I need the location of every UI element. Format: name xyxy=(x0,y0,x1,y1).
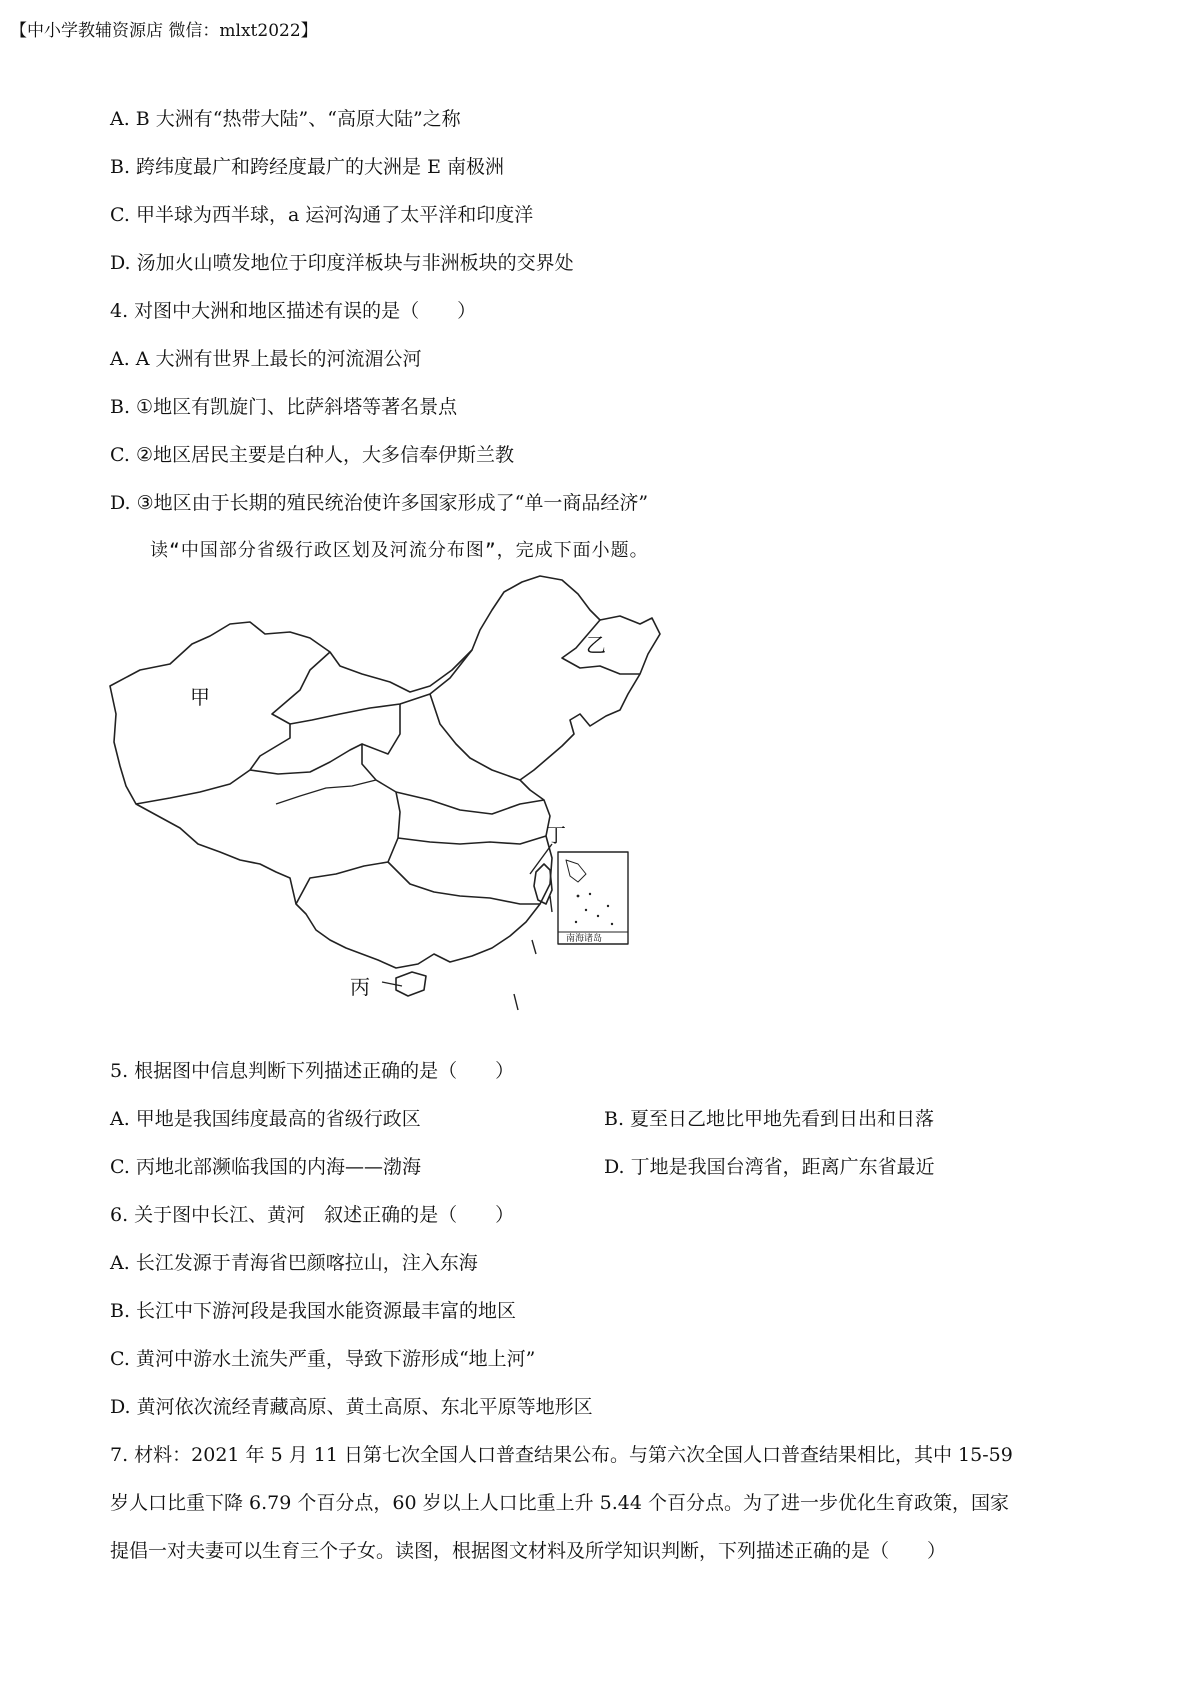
q6-option-d: D. 黄河依次流经青藏高原、黄土高原、东北平原等地形区 xyxy=(110,1396,593,1418)
q5-option-a: A. 甲地是我国纬度最高的省级行政区 xyxy=(110,1108,421,1130)
q3-option-c: C. 甲半球为西半球，a 运河沟通了太平洋和印度洋 xyxy=(110,204,534,226)
label-bing: 丙 xyxy=(350,975,370,999)
q5-option-c: C. 丙地北部濒临我国的内海——渤海 xyxy=(110,1156,421,1178)
q4-option-c: C. ②地区居民主要是白种人，大多信奉伊斯兰教 xyxy=(110,444,514,466)
china-province-map xyxy=(100,574,700,1032)
q4-option-d: D. ③地区由于长期的殖民统治使许多国家形成了“单一商品经济” xyxy=(110,492,649,514)
q6-stem: 6. 关于图中长江、黄河 叙述正确的是（ ） xyxy=(110,1204,515,1226)
q6-option-a: A. 长江发源于青海省巴颜喀拉山，注入东海 xyxy=(110,1252,478,1274)
q7-line-3: 提倡一对夫妻可以生育三个子女。读图，根据图文材料及所学知识判断，下列描述正确的是（ ） xyxy=(110,1540,947,1562)
q3-option-b: B. 跨纬度最广和跨经度最广的大洲是 E 南极洲 xyxy=(110,156,504,178)
dash-3 xyxy=(514,994,518,1010)
label-yi: 乙 xyxy=(586,633,606,657)
china-outline xyxy=(110,576,660,968)
map-intro: 读“中国部分省级行政区划及河流分布图”，完成下面小题。 xyxy=(150,540,649,561)
southwest-boundary xyxy=(388,862,540,904)
inner-mongolia-boundary xyxy=(290,650,472,724)
q6-option-c: C. 黄河中游水土流失严重，导致下游形成“地上河” xyxy=(110,1348,536,1370)
south-boundary xyxy=(398,836,546,844)
dash-1 xyxy=(550,896,552,912)
yellow-river xyxy=(276,780,376,804)
q6-option-b: B. 长江中下游河段是我国水能资源最丰富的地区 xyxy=(110,1300,517,1322)
q5-option-b: B. 夏至日乙地比甲地先看到日出和日落 xyxy=(604,1108,935,1130)
q4-option-a: A. A 大洲有世界上最长的河流湄公河 xyxy=(110,348,422,370)
hainan-island xyxy=(396,972,426,996)
q3-option-d: D. 汤加火山喷发地位于印度洋板块与非洲板块的交界处 xyxy=(110,252,574,274)
q5-option-d: D. 丁地是我国台湾省，距离广东省最近 xyxy=(604,1156,935,1178)
tibet-boundary xyxy=(250,744,400,904)
bing-pointer xyxy=(382,982,402,986)
dash-2 xyxy=(532,940,536,954)
label-jia: 甲 xyxy=(190,685,210,709)
q7-line-1: 7. 材料：2021 年 5 月 11 日第七次全国人口普查结果公布。与第六次全国人口普查结果相比，其中 15-59 xyxy=(110,1444,1013,1466)
yangtze-boundary xyxy=(396,792,544,814)
q3-option-a: A. B 大洲有“热带大陆”、“高原大陆”之称 xyxy=(110,108,461,130)
north-boundary xyxy=(362,704,400,754)
q4-stem: 4. 对图中大洲和地区描述有误的是（ ） xyxy=(110,300,477,322)
jia-boundary xyxy=(136,652,330,804)
central-boundary xyxy=(430,694,520,780)
source-header: 【中小学教辅资源店 微信：mlxt2022】 xyxy=(10,21,318,41)
q5-stem: 5. 根据图中信息判断下列描述正确的是（ ） xyxy=(110,1060,515,1082)
south-sea-inset xyxy=(558,852,628,944)
q7-line-2: 岁人口比重下降 6.79 个百分点，60 岁以上人口比重上升 5.44 个百分点。为了进一步优化生育政策，国家 xyxy=(110,1492,1009,1514)
label-inset: 南海诸岛 xyxy=(566,934,603,944)
label-ding: 丁 xyxy=(546,823,566,847)
q4-option-b: B. ①地区有凯旋门、比萨斜塔等著名景点 xyxy=(110,396,458,418)
